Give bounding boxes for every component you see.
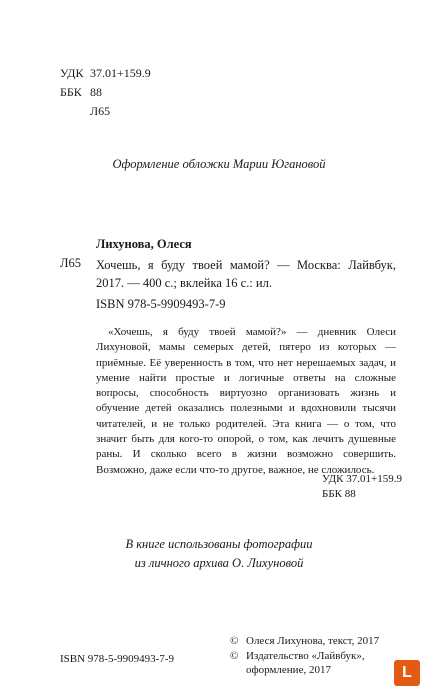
footer-isbn: ISBN 978-5-9909493-7-9 [60, 653, 174, 665]
copyright-row-1 [230, 634, 379, 649]
copyright-icon: © [230, 635, 239, 647]
copyright-row-2 [230, 649, 379, 664]
publisher-logo-icon [394, 660, 420, 686]
copyright-text: Олеся Лихунова, текст, 2017 [246, 635, 380, 647]
udk-row [60, 64, 151, 83]
bbk-label: ББК [60, 85, 82, 99]
photo-credit-line1: В книге использованы фотографии [125, 537, 313, 551]
copyright-icon: © [230, 649, 239, 662]
copyright-block [230, 634, 379, 678]
copyright-row-3 [230, 663, 379, 678]
author-code-row [60, 102, 151, 121]
author-code: Л65 [90, 104, 111, 118]
bbk-row [60, 83, 151, 102]
copyright-publisher: Издательство «Лайвбук», [246, 649, 365, 662]
entry-code: Л65 [60, 256, 81, 270]
bbk-value: 88 [90, 85, 102, 99]
udk-bottom-bbk: ББК 88 [322, 488, 356, 500]
photo-credit [0, 535, 438, 573]
copyright-design: оформление, 2017 [246, 664, 331, 676]
udk-bottom [322, 472, 402, 502]
classification-codes [60, 64, 151, 121]
udk-value: 37.01+159.9 [90, 66, 151, 80]
annotation: «Хочешь, я буду твоей мамой?» — дневник Олеси Лихуновой, мамы семерых детей, пятеро из которых — приёмные. Её уверенность в том, что нет нерешаемых задач, и умение найти простые и логичные ответы на сложные вопросы, способность виртуозно организовать жизнь и обучение детей оказались полезными и вдохновили тысячи читателей, и не только родителей. Эта книга — о том, что значит быть для кого-то опорой, о том, как лечить душевные раны. И сколько всего в жизни возможно совершить. Возможно, даже если что-то другое, важное, не сложилось. [96, 326, 396, 476]
udk-label: УДК [60, 66, 84, 80]
cover-credit: Оформление обложки Марии Югановой [112, 157, 326, 171]
entry-author: Лихунова, Олеся [96, 237, 192, 251]
logo-letter: L [402, 664, 412, 681]
photo-credit-line2: из личного архива О. Лихуновой [134, 556, 304, 570]
entry-isbn: ISBN 978-5-9909493-7-9 [96, 297, 226, 311]
udk-bottom-udk: УДК 37.01+159.9 [322, 473, 402, 485]
bibliographic-description: Хочешь, я буду твоей мамой? — Москва: Лайвбук, 2017. — 400 с.; вклейка 16 с.: ил. [96, 258, 396, 290]
